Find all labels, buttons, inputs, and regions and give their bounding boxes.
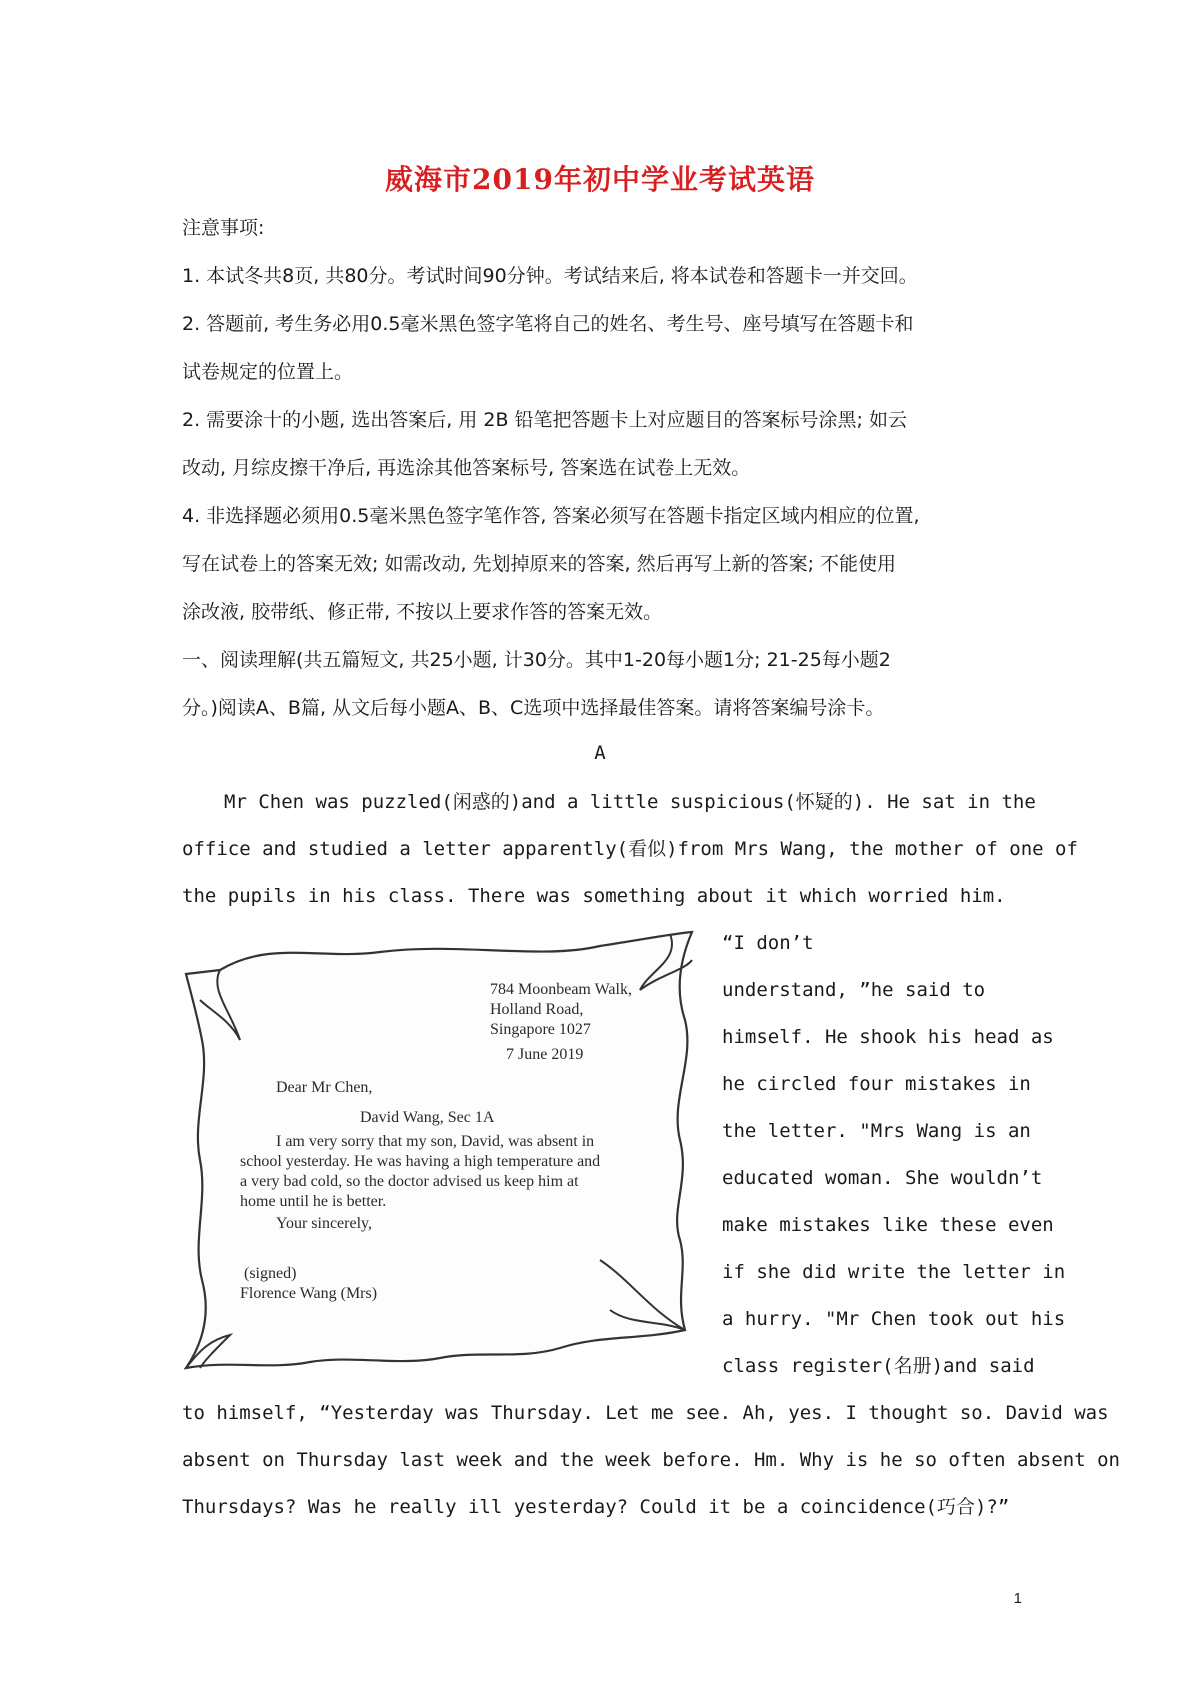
letter-signature-name: Florence Wang (Mrs) bbox=[240, 1285, 378, 1302]
letter-illustration bbox=[180, 930, 700, 1370]
passage-line: understand, ”he said to bbox=[722, 979, 986, 1001]
page-title: 威海市2019年初中学业考试英语 bbox=[385, 163, 815, 196]
passage-line: a hurry. "Mr Chen took out his bbox=[722, 1308, 1066, 1330]
passage-line: to himself, “Yesterday was Thursday. Let me see. Ah, yes. I thought so. David was bbox=[182, 1402, 1109, 1424]
letter-body-line: I am very sorry that my son, David, was absent in bbox=[276, 1133, 595, 1150]
passage-line: office and studied a letter apparently(看似)from Mrs Wang, the mother of one of bbox=[182, 838, 1078, 860]
notice-item-1: 1. 本试冬共8页, 共80分。考试时间90分钟。考试结来后, 将本试卷和答题卡一并交回。 bbox=[182, 265, 918, 287]
passage-line: educated woman. She wouldn’t bbox=[722, 1167, 1043, 1189]
passage-line: himself. He shook his head as bbox=[722, 1026, 1054, 1048]
passage-line: absent on Thursday last week and the week before. Hm. Why is he so often absent on bbox=[182, 1449, 1120, 1471]
letter-salutation: Dear Mr Chen, bbox=[276, 1079, 373, 1096]
section-1-intro-cont: 分。)阅读A、B篇, 从文后每小题A、B、C选项中选择最佳答案。请将答案编号涂卡。 bbox=[182, 697, 885, 719]
letter-address-line: Singapore 1027 bbox=[490, 1021, 591, 1038]
passage-label: A bbox=[594, 742, 606, 764]
notice-item-2-cont: 试卷规定的位置上。 bbox=[182, 361, 354, 383]
letter-body-line: school yesterday. He was having a high temperature and bbox=[240, 1153, 601, 1170]
notice-heading: 注意事项: bbox=[182, 217, 265, 239]
passage-line: if she did write the letter in bbox=[722, 1261, 1066, 1283]
notice-item-3-cont: 改动, 月综皮擦干净后, 再选涂其他答案标号, 答案选在试卷上无效。 bbox=[182, 457, 751, 479]
letter-closing: Your sincerely, bbox=[276, 1215, 372, 1232]
letter-date: 7 June 2019 bbox=[506, 1046, 584, 1063]
notice-item-4-cont: 写在试卷上的答案无效; 如需改动, 先划掉原来的答案, 然后再写上新的答案; 不能使用 bbox=[182, 553, 897, 575]
passage-line: “I don’t bbox=[722, 932, 814, 954]
passage-line: Thursdays? Was he really ill yesterday? Could it be a coincidence(巧合)?” bbox=[182, 1496, 1010, 1518]
notice-item-3: 2. 需要涂十的小题, 选出答案后, 用 2B 铅笔把答题卡上对应题目的答案标号涂黑; 如云 bbox=[182, 409, 907, 431]
notice-item-4: 4. 非选择题必须用0.5毫米黑色签字笔作答, 答案必须写在答题卡指定区域内相应的位置, bbox=[182, 505, 920, 527]
letter-subject: David Wang, Sec 1A bbox=[360, 1109, 495, 1126]
letter-body-line: home until he is better. bbox=[240, 1193, 387, 1210]
passage-line: class register(名册)and said bbox=[722, 1355, 1035, 1377]
passage-line: Mr Chen was puzzled(闲惑的)and a little suspicious(怀疑的). He sat in the bbox=[224, 791, 1036, 813]
notice-item-4-cont2: 涂改液, 胶带纸、修正带, 不按以上要求作答的答案无效。 bbox=[182, 601, 663, 623]
passage-line: make mistakes like these even bbox=[722, 1214, 1054, 1236]
letter-signed: (signed) bbox=[244, 1265, 297, 1282]
section-1-intro: 一、阅读理解(共五篇短文, 共25小题, 计30分。其中1-20每小题1分; 21-25每小题2 bbox=[182, 649, 891, 671]
passage-line: he circled four mistakes in bbox=[722, 1073, 1031, 1095]
letter-address-line: 784 Moonbeam Walk, bbox=[490, 981, 632, 998]
notice-item-2: 2. 答题前, 考生务必用0.5毫米黑色签字笔将自己的姓名、考生号、座号填写在答题卡和 bbox=[182, 313, 914, 335]
letter-body-line: a very bad cold, so the doctor advised us keep him at bbox=[240, 1173, 579, 1190]
page-number: 1 bbox=[1013, 1590, 1022, 1607]
letter-address-line: Holland Road, bbox=[490, 1001, 584, 1018]
passage-line: the letter. "Mrs Wang is an bbox=[722, 1120, 1031, 1142]
passage-line: the pupils in his class. There was something about it which worried him. bbox=[182, 885, 1006, 907]
